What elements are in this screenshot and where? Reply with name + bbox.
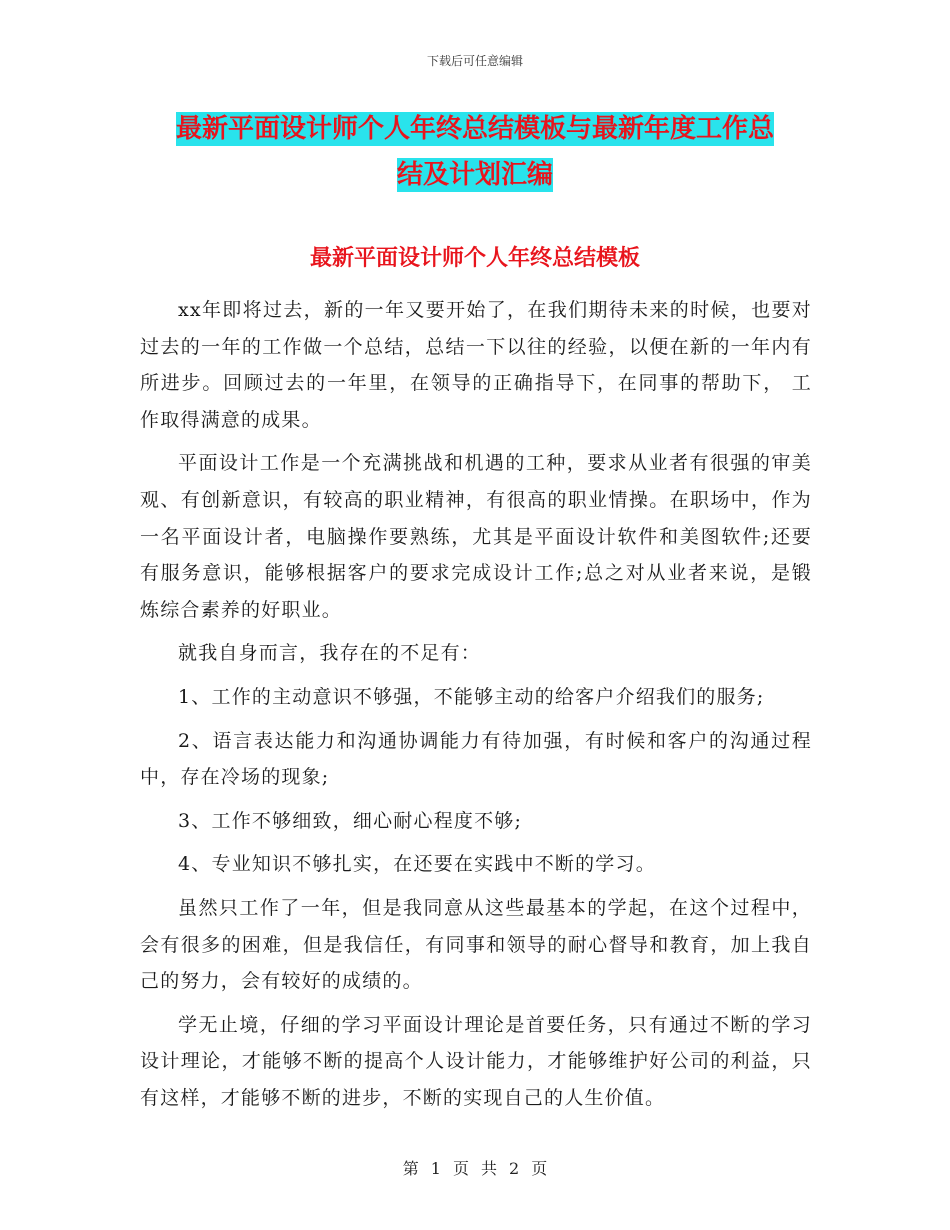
footer-page-word: 第 bbox=[402, 1159, 419, 1178]
footer-total-unit: 页 bbox=[531, 1159, 548, 1178]
list-item-shortcoming-2: 2、语言表达能力和沟通协调能力有待加强，有时候和客户的沟通过程中，存在冷场的现象; bbox=[140, 729, 812, 789]
list-item-shortcoming-4: 4、专业知识不够扎实，在还要在实践中不断的学习。 bbox=[178, 853, 656, 876]
paragraph-shortcomings-intro: 就我自身而言，我存在的不足有： bbox=[178, 642, 482, 665]
footer-page-unit: 页 bbox=[452, 1159, 469, 1178]
document-title-line-2: 结及计划汇编 bbox=[396, 160, 553, 190]
paragraph-intro: xx年即将过去，新的一年又要开始了，在我们期待未来的时候，也要对过去的一年的工作做一个总结，总结一下以往的经验，以便在新的一年内有所进步。回顾过去的一年里，在领导的正确指导下，在同事的帮助下， 工作取得满意的成果。 bbox=[140, 299, 812, 431]
footer-page-current: 1 bbox=[430, 1159, 441, 1178]
document-body bbox=[140, 292, 812, 1123]
paragraph-learning: 学无止境，仔细的学习平面设计理论是首要任务，只有通过不断的学习设计理论，才能够不断的提高个人设计能力，才能够维护好公司的利益，只有这样，才能够不断的进步，不断的实现自己的人生价值。 bbox=[140, 1013, 812, 1109]
paragraph-job-description: 平面设计工作是一个充满挑战和机遇的工种，要求从业者有很强的审美观、有创新意识，有较高的职业精神，有很高的职业情操。在职场中，作为一名平面设计者，电脑操作要熟练，尤其是平面设计软件和美图软件;还要有服务意识，能够根据客户的要求完成设计工作;总之对从业者来说，是锻炼综合素养的好职业。 bbox=[140, 452, 812, 621]
paragraph-resolve: 虽然只工作了一年，但是我同意从这些最基本的学起，在这个过程中，会有很多的困难，但是我信任，有同事和领导的耐心督导和教育，加上我自己的努力，会有较好的成绩的。 bbox=[140, 896, 812, 993]
document-title-line-1: 最新平面设计师个人年终总结模板与最新年度工作总 bbox=[175, 114, 774, 144]
section-title: 最新平面设计师个人年终总结模板 bbox=[309, 246, 640, 271]
footer-total-word: 共 bbox=[481, 1159, 498, 1178]
document-title bbox=[100, 106, 850, 198]
header-note: 下载后可任意编辑 bbox=[426, 54, 523, 68]
footer-page-total: 2 bbox=[509, 1159, 520, 1178]
list-item-shortcoming-1: 1、工作的主动意识不够强，不能够主动的给客户介绍我们的服务; bbox=[178, 685, 765, 708]
page-footer bbox=[0, 1156, 950, 1179]
list-item-shortcoming-3: 3、工作不够细致，细心耐心程度不够; bbox=[178, 809, 523, 832]
